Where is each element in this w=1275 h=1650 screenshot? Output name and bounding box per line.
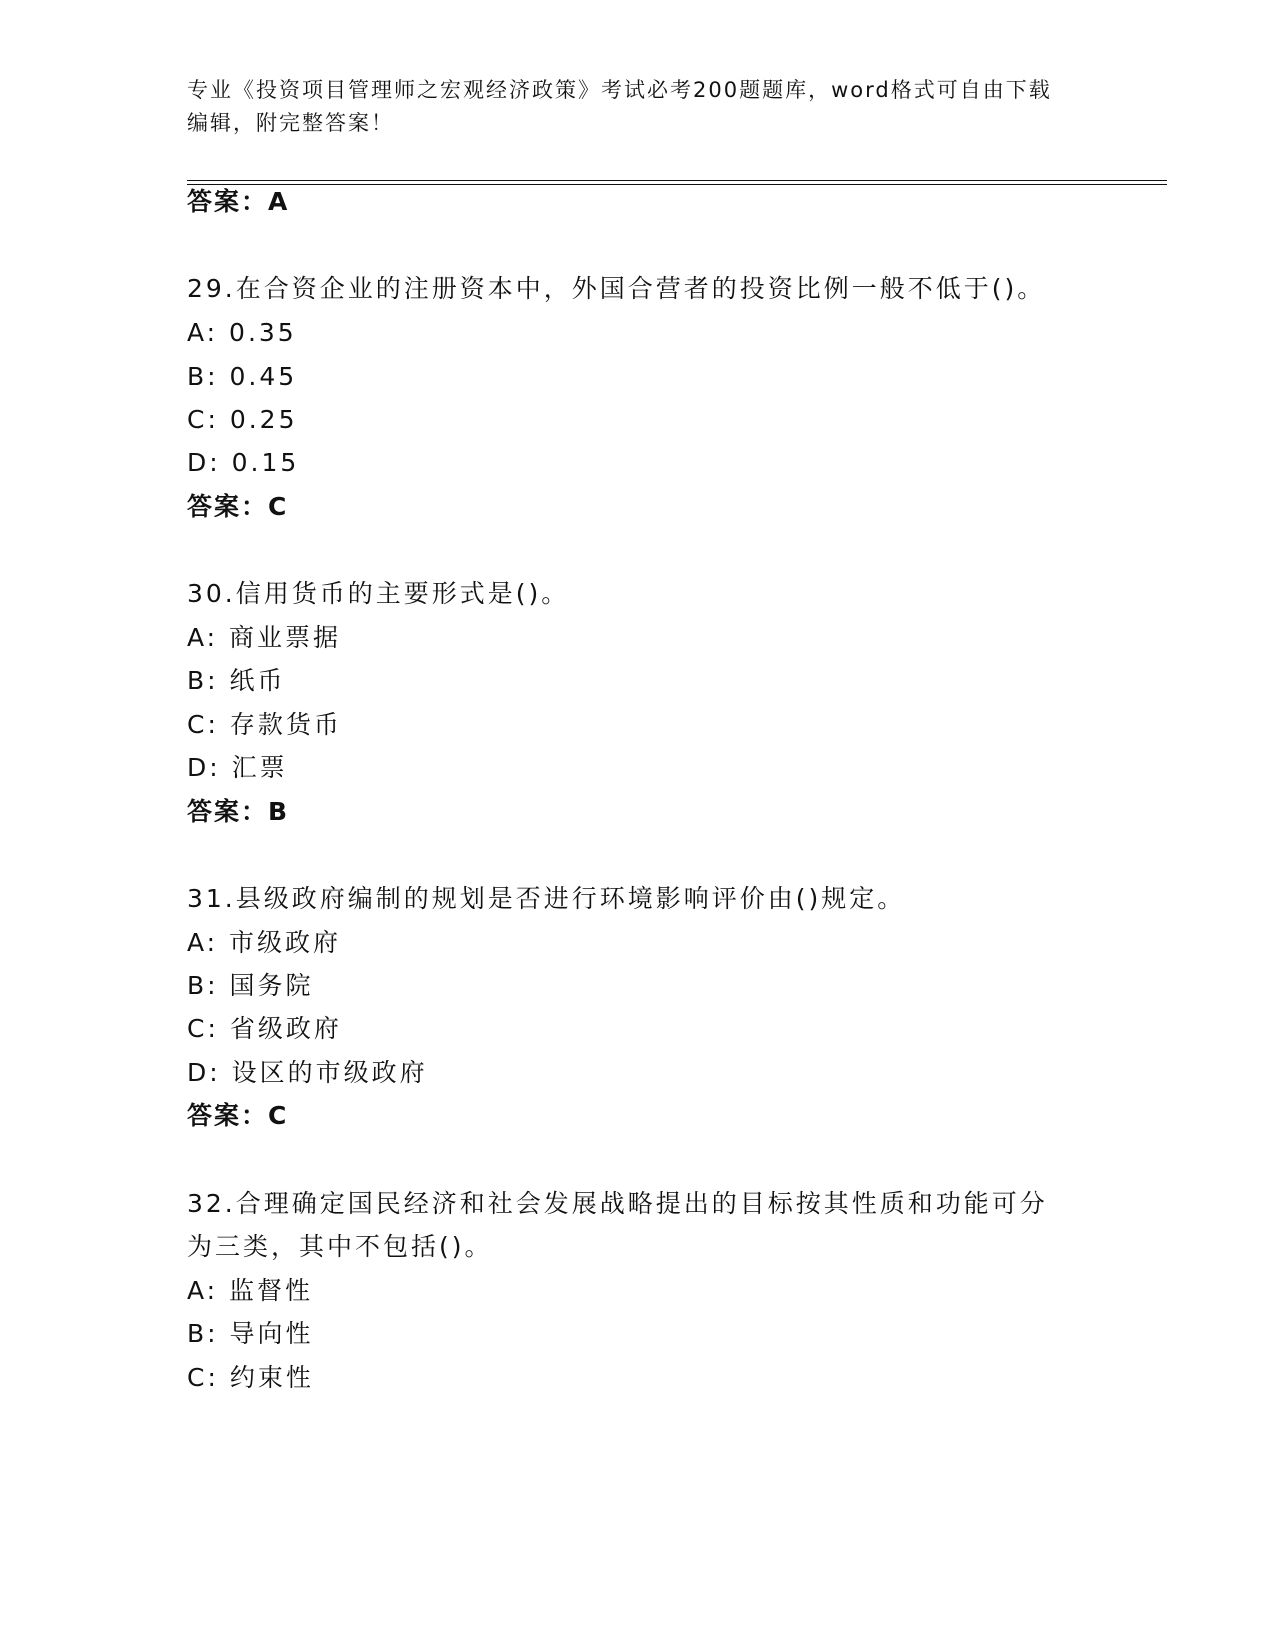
option-c: C: 约束性 [187,1363,314,1392]
option-a: A: 监督性 [187,1276,314,1305]
option-b: B: 0.45 [187,362,298,391]
question-stem: 32.合理确定国民经济和社会发展战略提出的目标按其性质和功能可分 [187,1189,1048,1218]
option-c: C: 0.25 [187,405,298,434]
question-stem-continued: 为三类，其中不包括()。 [187,1232,493,1261]
option-d: D: 设区的市级政府 [187,1058,428,1087]
document-header: 专业《投资项目管理师之宏观经济政策》考试必考200题题库，word格式可自由下载编辑，附完整答案！ [187,78,1052,135]
option-d: D: 汇票 [187,753,288,782]
option-b: B: 导向性 [187,1319,314,1348]
answer-line: 答案：C [187,1101,289,1130]
option-b: B: 纸币 [187,666,286,695]
header-divider-bottom [187,184,1167,185]
option-a: A: 商业票据 [187,623,342,652]
option-b: B: 国务院 [187,971,314,1000]
question-stem: 30.信用货币的主要形式是()。 [187,579,570,608]
question-stem: 29.在合资企业的注册资本中，外国合营者的投资比例一般不低于()。 [187,274,1046,303]
option-a: A: 市级政府 [187,928,342,957]
answer-line: 答案：A [187,187,290,216]
answer-line: 答案：C [187,492,289,521]
option-c: C: 省级政府 [187,1014,342,1043]
option-d: D: 0.15 [187,448,300,477]
question-stem: 31.县级政府编制的规划是否进行环境影响评价由()规定。 [187,884,906,913]
option-c: C: 存款货币 [187,710,342,739]
header-divider-top [187,180,1167,181]
option-a: A: 0.35 [187,318,297,347]
answer-line: 答案：B [187,797,290,826]
